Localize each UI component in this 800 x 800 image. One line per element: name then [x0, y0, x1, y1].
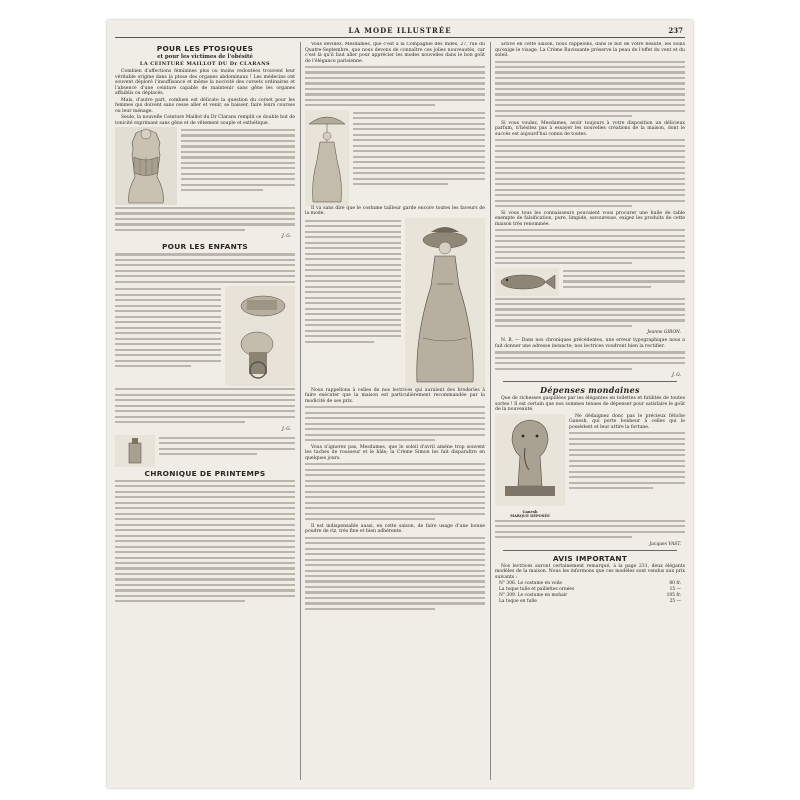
text-lines — [495, 520, 685, 539]
signature: Jeanne GIRON. — [647, 330, 681, 336]
page-number: 237 — [668, 26, 683, 35]
ptose-subhead: LA CEINTURE MAILLOT DU Dr CLARANS — [139, 61, 271, 67]
avis-title: AVIS IMPORTANT — [552, 553, 628, 563]
avis-paragraph: Nos lectrices auront certainement remarqué, à la page 231, deux élégants modèles de la maison. Nous les informons que ces modèles sont vendus aux prix suivants : — [495, 563, 685, 580]
price-list — [499, 581, 681, 605]
magazine-page — [107, 20, 693, 788]
enfants-title: POUR LES ENFANTS — [161, 242, 249, 252]
text-lines — [305, 66, 485, 106]
price-row: La toque tulle et paillettes ornées 15 — — [499, 587, 681, 593]
price-row: N° 309. Le costume en mohair 105 fr. — [499, 593, 681, 599]
chronique-title: CHRONIQUE DE PRINTEMPS — [144, 468, 266, 478]
ganesh-caption: Ganesh — [522, 509, 538, 514]
fashion-figure-umbrella — [305, 110, 349, 206]
ganesh-illustration — [495, 414, 565, 506]
price-row: N° 306. Le costume en voile 80 fr. — [499, 581, 681, 587]
middle-paragraph: Il est indispensable aussi, en cette saison, de faire usage d'une bonne poudre de riz, très fine et bien adhérente. — [305, 523, 485, 535]
text-lines — [115, 253, 295, 283]
signature: J. G. — [282, 426, 291, 432]
ptose-paragraph: Mais, d'autre part, combien est délicate la question du corset pour les femmes qui doivent sans cesse aller et venir, se baisser, faire leurs courses ou leur ménage. — [115, 97, 295, 114]
text-lines — [495, 139, 685, 207]
middle-paragraph: Vous devinez, Mesdames, que c'est à la Compagnie des Indes, 27, rue du Quatre-Septembre, que nous devons de connaître ces jolies nouveautés, car c'est là qu'il faut aller pour apprécier les modes nouvelles dans le bon goût de l'élégance parisienne. — [305, 42, 485, 64]
depenses-paragraph: Que de richesses gaspillées par les élégantes en toilettes et futilités de toutes sortes ! Il est certain que nos sommes tenues de dépenser pour satisfaire le goût de la nouveauté. — [495, 396, 685, 413]
depenses-paragraph: Ne dédaignez donc pas le précieux fétiche Ganesh, qui porte bonheur à celles qui le possèdent et leur attire la fortune. — [569, 413, 685, 430]
signature: J. G. — [282, 234, 291, 240]
text-lines — [495, 298, 685, 328]
column-left — [115, 42, 295, 780]
text-lines — [495, 61, 685, 118]
text-lines — [305, 406, 485, 441]
trademark-caption: MARQUE DÉPOSÉE — [510, 513, 550, 518]
column-divider — [490, 42, 491, 780]
middle-paragraph: Vous n'ignorez pas, Mesdames, que le soleil d'avril amène trop souvent les taches de rousseur et le hâle; la Crème Simon les fait disparaître en quelques jours. — [305, 444, 485, 461]
text-lines — [115, 480, 295, 603]
text-lines — [115, 288, 221, 384]
text-lines — [159, 437, 295, 465]
right-paragraph: Si vous voulez, Mesdames, avoir toujours à votre disposition un délicieux parfum, n'hésitez pas à essayer les nouvelles créations de la maison, dont le succès est aujourd'hui connu de toutes. — [495, 120, 685, 137]
text-lines — [305, 220, 401, 386]
section-rule — [503, 550, 677, 551]
column-right — [495, 42, 685, 780]
text-lines — [353, 112, 485, 204]
text-lines — [569, 432, 685, 489]
signature: Jacques VAST. — [649, 541, 681, 547]
header-rule — [115, 37, 685, 38]
ptose-paragraph: Combien d'affections féminines plus ou moins redoutées trouvent leur véritable origine dans la ptose des organes abdominaux ! Les médecins ont souvent déploré l'insuffisance et même la nocivité des corsets ordinaires et l'absence d'une ceinture capable de maintenir sans gêne les organes affaiblis ou déplacés. — [115, 69, 295, 96]
fashion-figure-hat — [405, 218, 485, 388]
toy-illustration — [225, 286, 295, 386]
depenses-title: Dépenses mondaines — [540, 385, 640, 396]
fish-illustration — [495, 268, 559, 296]
price-row: La toque en tulle 25 — — [499, 599, 681, 605]
text-lines — [115, 207, 295, 231]
ptose-title: POUR LES PTOSIQUES — [156, 44, 254, 53]
text-lines — [305, 537, 485, 610]
right-paragraph: active en cette saison, nous rappelons, dans le but de votre beauté, les soins qu'exige le visage. La Crème Ravissante préserve la peau de l'effet du vent et du soleil. — [495, 42, 685, 58]
text-lines — [563, 270, 685, 294]
middle-paragraph: Nous rappellons à celles de nos lectrices qui auraient des broderies à faire exécuter que la maison est particulièrement recommandée par la modicité de ses prix. — [305, 387, 485, 404]
magazine-title: LA MODE ILLUSTRÉE — [348, 26, 452, 35]
ptose-subtitle: et pour les victimes de l'obésité — [157, 54, 253, 60]
section-rule — [503, 381, 677, 382]
column-middle — [305, 42, 485, 780]
corset-illustration — [115, 127, 177, 205]
text-lines — [495, 351, 685, 370]
column-divider — [300, 42, 301, 780]
ptose-paragraph: Seule, la nouvelle Ceinture Maillot du Dr Clarans remplit ce double but de tonicité exprimant sans gêne et de vêtement souple et esthétique. — [115, 115, 295, 126]
text-lines — [181, 129, 295, 203]
right-paragraph: Si vous tous les connaisseurs pouvaient vous procurer une huile de table exempte de falsification, pure, limpide, savoureuse, exigez les produits de cette maison très renommée. — [495, 210, 685, 227]
nota-bene: N. B. — Dans nos chroniques précédentes, une erreur typographique nous a fait donner une adresse inexacte; nos lectrices voudront bien la rectifier. — [495, 338, 685, 349]
text-lines — [495, 229, 685, 264]
middle-paragraph: Il va sans dire que le costume tailleur garde encore toutes les faveurs de la mode. — [305, 205, 485, 217]
text-lines — [305, 463, 485, 520]
perfume-illustration — [115, 435, 155, 467]
text-lines — [115, 388, 295, 423]
signature: J. G. — [672, 373, 681, 379]
